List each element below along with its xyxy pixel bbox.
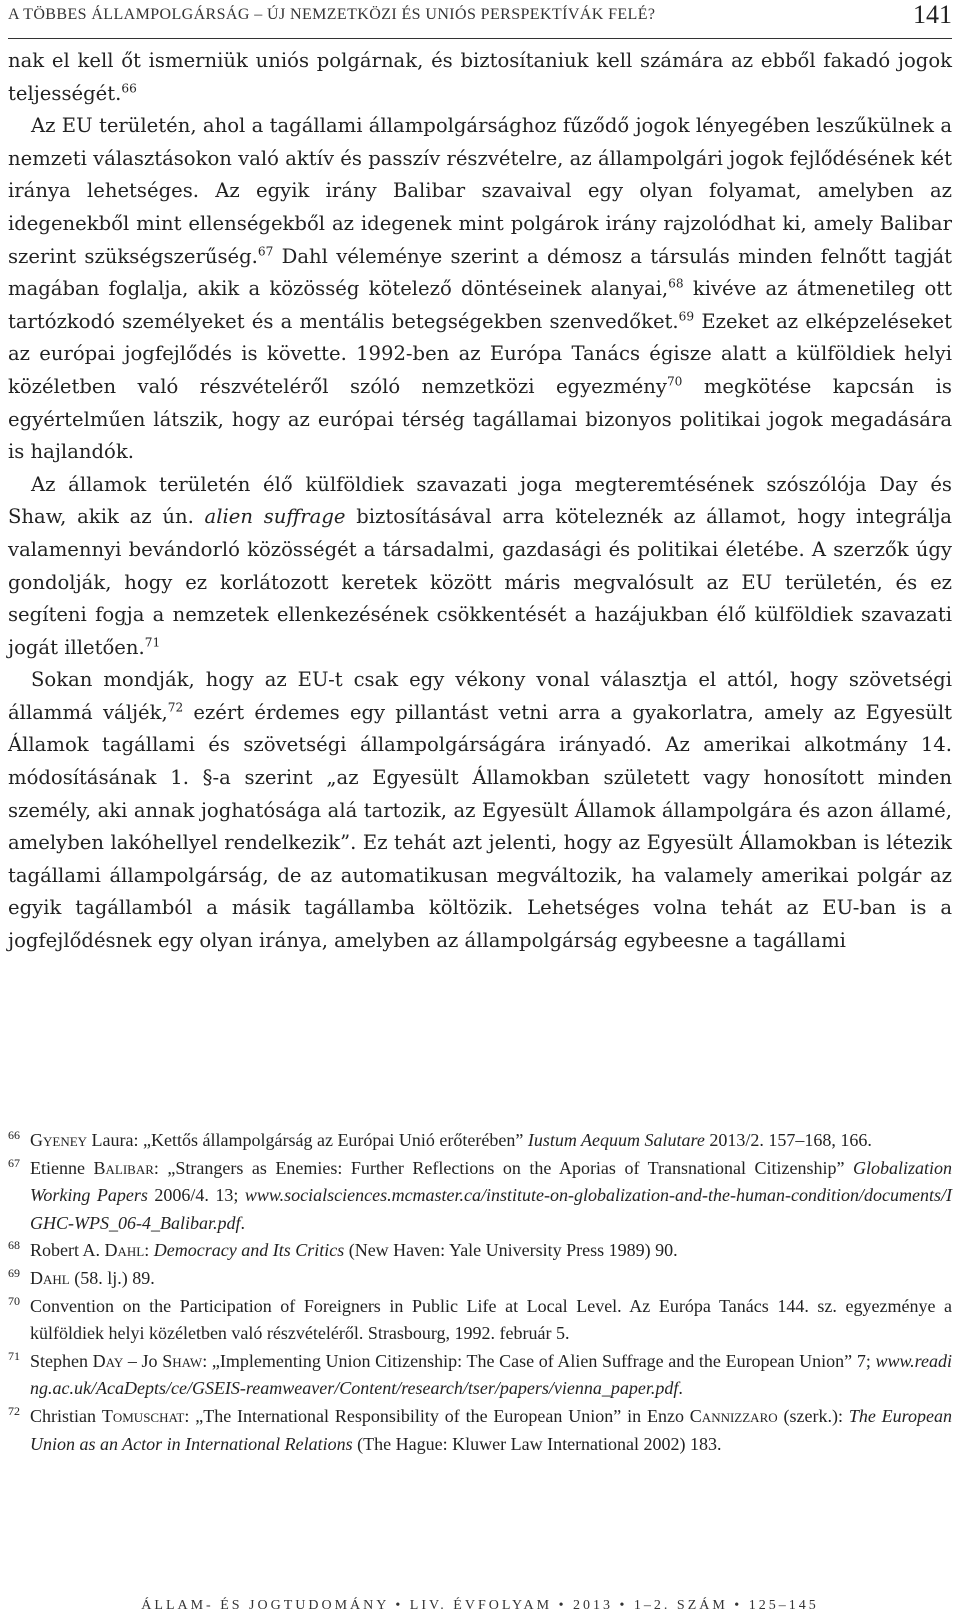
url-link[interactable]: www.socialsciences.mcmaster.ca/institute-on-globalization-and-the-human-condition/documents/IGHC-WPS_06-4_Balibar.pdf [30,1185,952,1233]
footnotes [8,1127,952,1458]
page-number: 141 [913,0,952,29]
footnote [8,1237,952,1265]
footnote-number: 71 [8,1348,20,1363]
text-run: biztosításával arra köteleznék az államot, hogy integrálja valamennyi bevándorló közösségét a társadalmi, gazdasági és politikai életébe. A szerzők úgy gondolják, hogy ez korlátozott keretek között máris megvalósult az EU területén, és ez segíteni fogja a nemzetek ellenkezésének csökkentését a hazájukban élő külföldiek szavazati jogát illetően. [8,505,952,659]
footnote-text: : [144,1240,154,1261]
url-link[interactable]: www.reading.ac.uk/AcaDepts/ce/GSEIS-reamweaver/Content/research/tser/papers/vienna_paper.pdf [30,1350,952,1399]
footnote-text: : „Implementing Union Citizenship: The Case of Alien Suffrage and the European Union” 7; [202,1350,876,1371]
journal-title: Globalization Working Papers [30,1157,952,1206]
footnote-text: . [240,1212,245,1233]
running-header [8,0,952,39]
footnote-text: 2006/4. 13; [147,1185,245,1206]
author-name: Tomuschat [101,1405,185,1426]
author-name: Shaw [162,1350,203,1371]
author-name: Dahl [30,1267,70,1288]
author-name: Day [92,1350,124,1371]
footnote-text: – Jo [123,1350,163,1371]
text-run: Dahl véleménye szerint a démosz a társulás minden felnőtt tagját magában foglalja, akik a közösség kötelező döntéseinek alanyai, [8,244,952,301]
journal-footer: ÁLLAM- ÉS JOGTUDOMÁNY • LIV. ÉVFOLYAM • 2013 • 1–2. SZÁM • 125–145 [141,1598,819,1613]
footnote [8,1155,952,1238]
text-run: Az államok területén élő külföldiek szavazati joga megteremtésének szószólója Day és Shaw, akik az ún. [8,472,952,529]
author-name: Cannizzaro [689,1405,778,1426]
author-name: Balibar [93,1157,154,1178]
footnote-number: 70 [8,1293,20,1308]
text-run: nak el kell őt ismerniük uniós polgárnak, és biztosítaniuk kell számára az ebből fakadó jogok teljességét. [8,49,952,105]
footnote-ref[interactable]: 67 [257,244,274,259]
footnote-number: 68 [8,1238,20,1253]
author-name: Dahl [104,1240,145,1261]
book-title: Democracy and Its Critics [153,1240,345,1261]
footnote-text: Christian [30,1405,102,1426]
text-run: Sokan mondják, hogy az EU-t csak egy vékony vonal választja el attól, hogy szövetségi állammá váljék, [8,668,952,724]
italic-term: alien suffrage [204,505,346,529]
footnote-text: 2013/2. 157–168, 166. [704,1130,872,1150]
journal-title: Iustum Aequum Salutare [527,1130,705,1150]
footnote-text: (The Hague: Kluwer Law International 2002) 183. [352,1433,722,1454]
footnote [8,1127,952,1155]
paragraph [8,45,952,110]
footnote-text: Convention on the Participation of Foreigners in Public Life at Local Level. Az Európa Tanács 144. sz. egyezménye a külföldiek helyi közéletben való részvételéről. Strasbourg, 1992. február 5. [30,1295,952,1344]
footnote-number: 66 [8,1128,20,1142]
main-text [8,45,952,958]
paragraph [8,469,952,665]
footnote [8,1348,952,1403]
footnote [8,1293,952,1348]
footnote-number: 67 [8,1155,20,1170]
text-run: Az EU területén, ahol a tagállami állampolgársághoz fűződő jogok lényegében leszűkülnek a nemzeti választásokon való aktív és passzív részvételre, az állampolgári jogok fejlődésének két iránya lehetséges. Az egyik irány Balibar szavaival egy olyan folyamat, amelyben az idegenekből mint ellenségekből az idegenek mint polgárok irány rajzolódhat ki, amely Balibar szerint szükségszerűség. [8,114,952,268]
footnote-ref[interactable]: 66 [121,81,137,96]
footnote-ref[interactable]: 72 [167,700,184,715]
footnote-number: 72 [8,1403,20,1418]
paragraph [8,110,952,469]
book-title: The European Union as an Actor in International Relations [30,1405,953,1454]
text-run: megkötése kapcsán is egyértelműen látszik, hogy az európai térség tagállamai bizonyos politikai jogok megadására is hajlandók. [8,374,952,464]
author-name: Gyeney [30,1130,88,1150]
footnote [8,1265,952,1293]
footnote-text: Robert A. [30,1240,105,1261]
footnote-text: : „Strangers as Enemies: Further Reflections on the Aporias of Transnational Citizenship” [153,1157,853,1178]
text-run: kivéve az átmenetileg ott tartózkodó személyeket és a mentális betegségekben szenvedőket. [8,277,952,333]
footnote-ref[interactable]: 71 [144,635,161,650]
footnote [8,1403,952,1458]
footnote-text: : „The International Responsibility of the European Union” in Enzo [184,1405,690,1426]
footnote-text: Stephen [30,1350,93,1371]
paragraph [8,664,952,957]
footnote-text: (58. lj.) 89. [69,1267,155,1288]
footnote-text: (szerk.): [777,1405,849,1426]
running-title: A TÖBBES ÁLLAMPOLGÁRSÁG – ÚJ NEMZETKÖZI ÉS UNIÓS PERSPEKTÍVÁK FELÉ? [8,6,656,23]
footnote-number: 69 [8,1265,20,1280]
footnote-text: Laura: „Kettős állampolgárság az Európai Unió erőterében” [87,1130,528,1150]
footnote-text: (New Haven: Yale University Press 1989) 90. [344,1240,678,1261]
footnote-text: . [678,1378,683,1399]
text-run: Ezeket az elképzeléseket az európai jogfejlődés is követte. 1992-ben az Európa Tanács égisze alatt a külföldiek helyi közéletben való részvételéről szóló nemzetközi egyezmény [8,309,952,398]
footnote-ref[interactable]: 68 [668,276,684,291]
text-run: ezért érdemes egy pillantást vetni arra a gyakorlatra, amely az Egyesült Államok tagállami és szövetségi állampolgárságára irányadó. Az amerikai alkotmány 14. módosításának 1. §-a szerint „az Egyesült Államokban született vagy honosított minden személy, aki annak joghatósága alá tartozik, az Egyesült Államok állampolgára és azon államé, amelyben lakóhellyel rendelkezik”. Ez tehát azt jelenti, hogy az Egyesült Államokban is létezik tagállami állampolgárság, de az automatikusan megváltozik, ha valamely amerikai polgár az egyik tagállamból a másik tagállamba költözik. Lehetséges volna tehát az EU-ban is a jogfejlődésnek egy olyan iránya, amelyben az állampolgárság egybeesne a tagállami [8,700,952,953]
footnote-ref[interactable]: 69 [678,309,695,324]
footnote-ref[interactable]: 70 [666,374,683,389]
footnote-text: Etienne [30,1157,94,1178]
